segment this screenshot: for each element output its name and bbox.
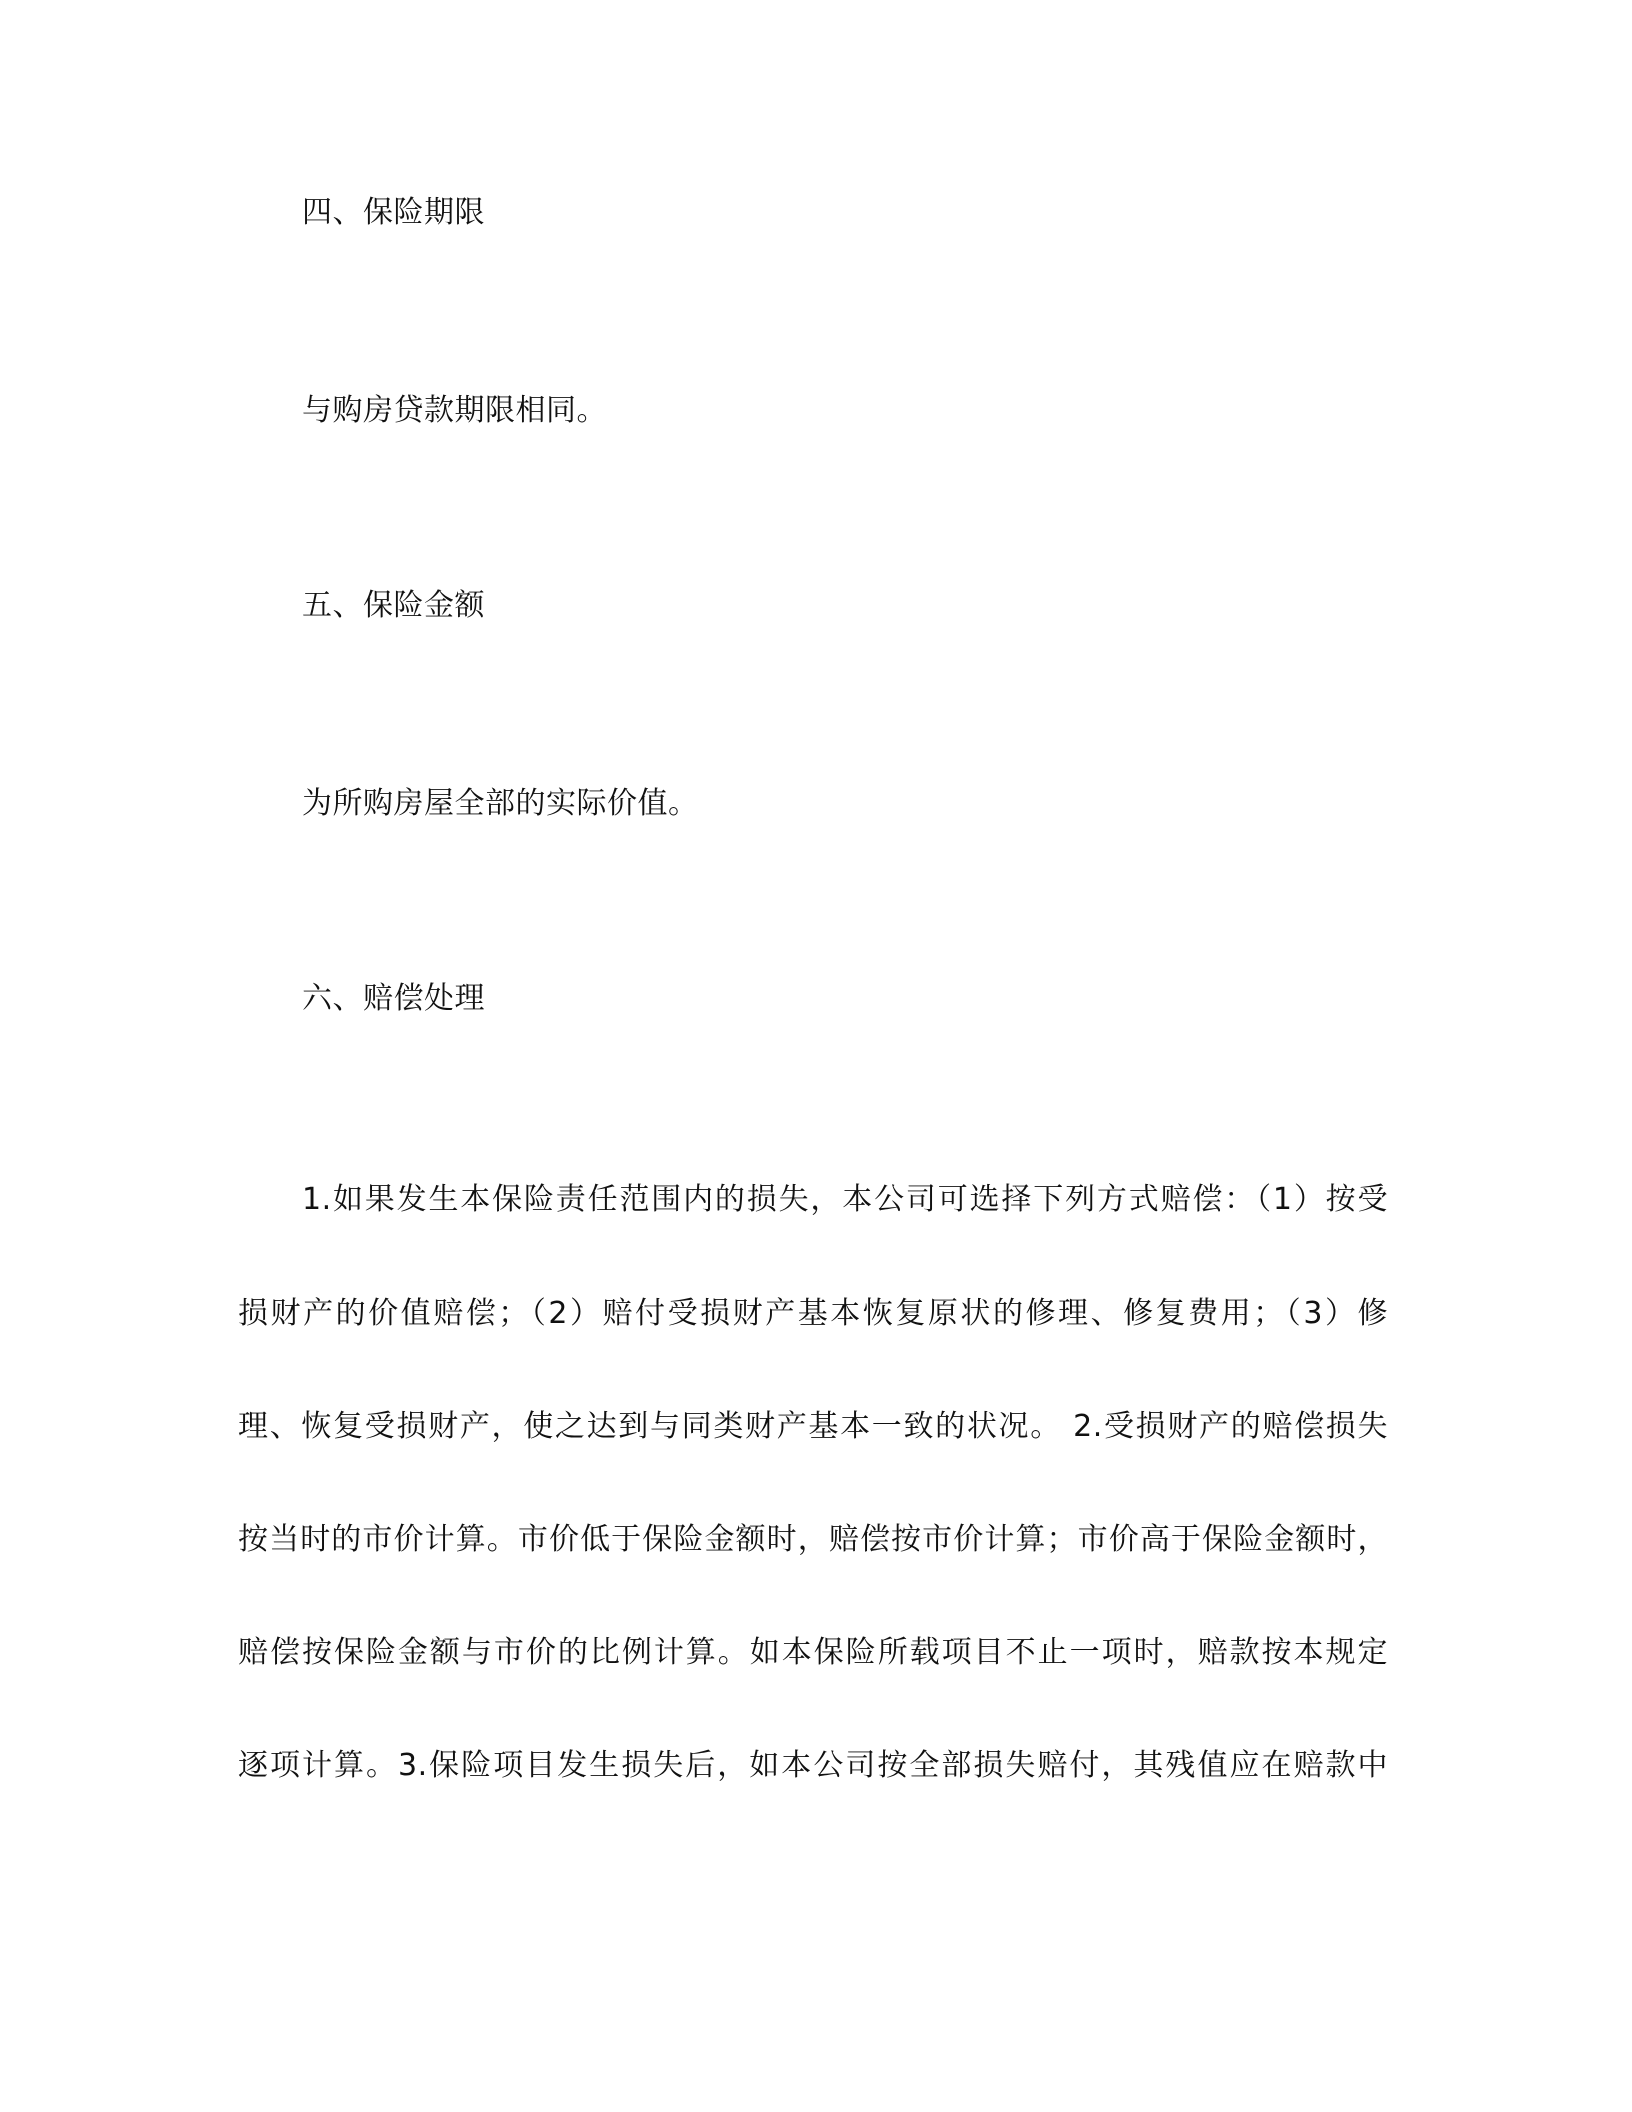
paragraph-line: 损财产的价值赔偿；（2）赔付受损财产基本恢复原状的修理、修复费用；（3）修 <box>238 1296 1388 1331</box>
section-heading-compensation: 六、赔偿处理 <box>302 981 485 1016</box>
section-body-insurance-period: 与购房贷款期限相同。 <box>302 393 607 428</box>
paragraph-line: 按当时的市价计算。市价低于保险金额时，赔偿按市价计算；市价高于保险金额时， <box>238 1522 1388 1557</box>
paragraph-line: 理、恢复受损财产，使之达到与同类财产基本一致的状况。 2.受损财产的赔偿损失 <box>238 1409 1388 1444</box>
section-heading-insurance-period: 四、保险期限 <box>302 195 485 230</box>
section-heading-insured-amount: 五、保险金额 <box>302 588 485 623</box>
paragraph-line: 赔偿按保险金额与市价的比例计算。如本保险所载项目不止一项时，赔款按本规定 <box>238 1635 1388 1670</box>
section-body-insured-amount: 为所购房屋全部的实际价值。 <box>302 786 699 821</box>
paragraph-line: 1.如果发生本保险责任范围内的损失，本公司可选择下列方式赔偿：（1）按受 <box>302 1182 1388 1217</box>
paragraph-line: 逐项计算。3.保险项目发生损失后，如本公司按全部损失赔付，其残值应在赔款中 <box>238 1748 1388 1783</box>
